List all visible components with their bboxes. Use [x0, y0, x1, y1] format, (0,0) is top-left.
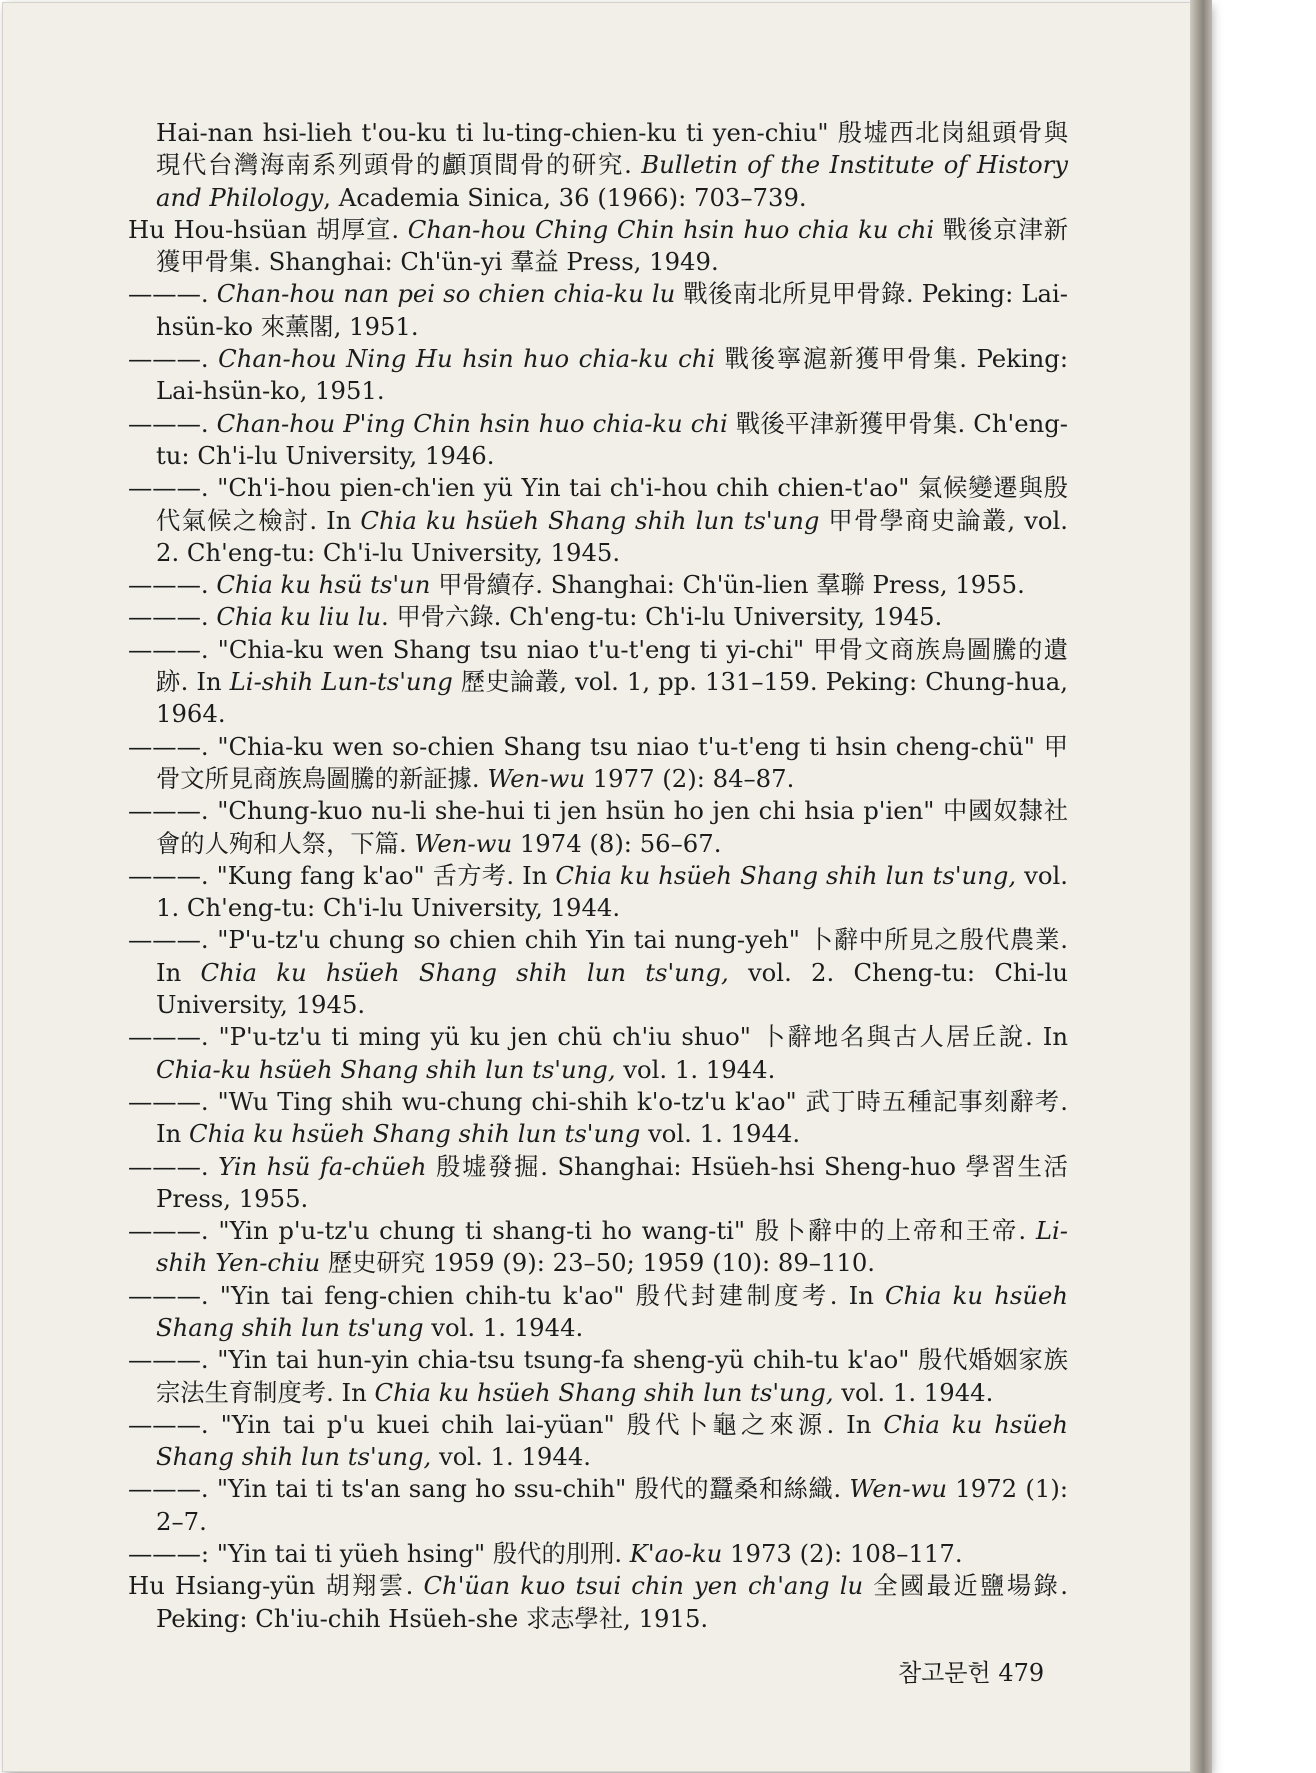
- entry-text: ———: "Yin tai ti yüeh hsing" 殷代的刖刑.: [128, 1539, 630, 1569]
- bibliography-entry: [128, 1570, 1068, 1635]
- entry-title-italic: K'ao-ku: [629, 1539, 723, 1569]
- entry-title-italic: Chia ku hsüeh Shang shih lun ts'ung: [188, 1119, 641, 1149]
- bibliography-entry: [128, 601, 1068, 633]
- entry-title-italic: Chia ku hsüeh Shang shih lun ts'ung: [360, 505, 820, 535]
- entry-text: 歷史論叢, vol. 1, pp. 131–159. Peking: Chung-hua, 1964.: [156, 667, 1069, 729]
- bibliography-entry: [128, 795, 1068, 860]
- bibliography-entry: [128, 1538, 1068, 1570]
- entry-text: 1974 (8): 56–67.: [512, 828, 722, 858]
- entry-text: , Academia Sinica, 36 (1966): 703–739.: [323, 182, 807, 212]
- entry-text: ———.: [128, 1151, 219, 1181]
- entry-text: . 甲骨六錄. Ch'eng-tu: Ch'i-lu University, 1945.: [381, 602, 943, 632]
- entry-title-italic: Chia ku liu lu: [216, 602, 381, 632]
- bibliography-entry: [128, 1473, 1068, 1538]
- entry-title-italic: Chan-hou nan pei so chien chia-ku lu: [216, 279, 676, 309]
- entry-text: ———.: [128, 279, 217, 309]
- entry-text: 戰後寧滬新獲甲骨集. Peking: Lai-hsün-ko, 1951.: [156, 344, 1069, 406]
- entry-text: ———.: [128, 408, 217, 438]
- entry-text: vol. 1. 1944.: [833, 1377, 994, 1407]
- bibliography-entry: [128, 1151, 1068, 1216]
- entry-title-italic: Yin hsü fa-chüeh: [218, 1151, 427, 1181]
- entry-text: ———. "Yin tai hun-yin chia-tsu tsung-fa sheng-yü chih-tu k'ao" 殷代婚姻家族宗法生育制度考. In: [128, 1345, 1068, 1407]
- bibliography-entry: [128, 117, 1068, 214]
- entry-text: 殷墟發掘. Shanghai: Hsüeh-hsi Sheng-huo 學習生活 Press, 1955.: [156, 1151, 1068, 1213]
- bibliography-list: [128, 117, 1068, 1635]
- entry-title-italic: Chan-hou P'ing Chin hsin huo chia-ku chi: [216, 408, 728, 438]
- book-spine-edge: [1190, 0, 1212, 1773]
- entry-text: ———. "Wu Ting shih wu-chung chi-shih k'o-tz'u k'ao" 武丁時五種記事刻辭考. In: [128, 1086, 1068, 1149]
- entry-title-italic: Chia ku hsü ts'un: [216, 570, 431, 600]
- entry-title-italic: Ch'üan kuo tsui chin yen ch'ang lu: [423, 1571, 864, 1601]
- entry-text: 甲骨學商史論叢, vol. 2. Ch'eng-tu: Ch'i-lu University, 1945.: [156, 505, 1068, 567]
- entry-text: vol. 1. 1944.: [615, 1054, 776, 1084]
- entry-title-italic: Chia ku hsüeh Shang shih lun ts'ung,: [200, 957, 729, 987]
- entry-text: ———. "Chia-ku wen Shang tsu niao t'u-t'eng ti yi-chi" 甲骨文商族鳥圖騰的遺跡. In: [128, 634, 1068, 697]
- entry-text: vol. 1. 1944.: [640, 1119, 801, 1149]
- entry-text: ———. "Kung fang k'ao" 舌方考. In: [128, 860, 556, 890]
- entry-text: ———. "P'u-tz'u chung so chien chih Yin tai nung-yeh" 卜辭中所見之殷代農業. In: [128, 925, 1068, 987]
- entry-text: 戰後京津新獲甲骨集. Shanghai: Ch'ün-yi 羣益 Press, 1949.: [156, 214, 1069, 277]
- entry-title-italic: Chan-hou Ching Chin hsin huo chia ku chi: [407, 214, 935, 244]
- entry-text: ———. "Chung-kuo nu-li she-hui ti jen hsün ho jen chi hsia p'ien" 中國奴隸社會的人殉和人祭，下篇.: [128, 796, 1068, 858]
- bibliography-entry: [128, 1215, 1068, 1280]
- entry-text: Hu Hsiang-yün 胡翔雲.: [128, 1571, 424, 1601]
- bibliography-entry: [128, 731, 1068, 796]
- bibliography-entry: [128, 1409, 1068, 1474]
- entry-title-italic: Chia ku hsüeh Shang shih lun ts'ung,: [555, 860, 1017, 890]
- bibliography-entry: [128, 214, 1068, 279]
- bibliography-entry: [128, 1086, 1068, 1151]
- entry-text: ———.: [128, 344, 219, 374]
- entry-title-italic: Wen-wu: [487, 763, 585, 793]
- entry-text: ———. "Ch'i-hou pien-ch'ien yü Yin tai ch'i-hou chih chien-t'ao" 氣候變遷與殷代氣候之檢討. In: [128, 473, 1068, 535]
- entry-text: 歷史研究 1959 (9): 23–50; 1959 (10): 89–110.: [320, 1248, 876, 1278]
- bibliography-entry: [128, 1344, 1068, 1409]
- entry-text: ———.: [128, 602, 217, 632]
- bibliography-entry: [128, 569, 1068, 601]
- entry-text: 1973 (2): 108–117.: [722, 1539, 963, 1569]
- entry-text: 全國最近鹽場錄. Peking: Ch'iu-chih Hsüeh-she 求志學社, 1915.: [156, 1571, 1068, 1633]
- entry-text: vol. 1. 1944.: [423, 1312, 584, 1342]
- entry-title-italic: Wen-wu: [849, 1474, 948, 1504]
- bibliography-entry: [128, 1280, 1068, 1345]
- entry-title-italic: Chia ku hsüeh Shang shih lun ts'ung,: [374, 1377, 834, 1407]
- page-number: 479: [998, 1659, 1045, 1687]
- entry-text: 甲骨續存. Shanghai: Ch'ün-lien 羣聯 Press, 1955.: [430, 570, 1025, 600]
- entry-title-italic: Chan-hou Ning Hu hsin huo chia-ku chi: [218, 344, 716, 374]
- entry-text: ———. "Chia-ku wen so-chien Shang tsu niao t'u-t'eng ti hsin cheng-chü" 甲骨文所見商族鳥圖騰的新証據.: [128, 731, 1068, 793]
- page-footer: [898, 1653, 1044, 1688]
- footer-label: 참고문헌: [898, 1659, 991, 1687]
- entry-title-italic: Wen-wu: [414, 828, 513, 858]
- entry-text: Hai-nan hsi-lieh t'ou-ku ti lu-ting-chien-ku ti yen-chiu" 殷墟西北岗組頭骨與現代台灣海南系列頭骨的顱頂間骨的研究.: [156, 118, 1068, 180]
- entry-text: vol. 2. Cheng-tu: Chi-lu University, 1945.: [156, 957, 1068, 1020]
- entry-text: 戰後平津新獲甲骨集. Ch'eng-tu: Ch'i-lu University, 1946.: [156, 408, 1068, 470]
- entry-text: vol. 1. Ch'eng-tu: Ch'i-lu University, 1944.: [156, 860, 1068, 923]
- entry-title-italic: Chia ku hsüeh Shang shih lun ts'ung,: [156, 1409, 1068, 1472]
- bibliography-entry: [128, 860, 1068, 925]
- entry-text: 1972 (1): 2–7.: [156, 1474, 1068, 1536]
- entry-title-italic: Li-shih Lun-ts'ung: [229, 667, 453, 697]
- bibliography-entry: [128, 924, 1068, 1021]
- bibliography-entry: [128, 634, 1068, 731]
- bibliography-entry: [128, 1021, 1068, 1086]
- entry-text: Hu Hou-hsüan 胡厚宣.: [128, 214, 408, 244]
- bibliography-entry: [128, 343, 1068, 408]
- book-page: [2, 2, 1208, 1772]
- entry-text: ———. "Yin p'u-tz'u chung ti shang-ti ho wang-ti" 殷卜辭中的上帝和王帝.: [128, 1216, 1036, 1246]
- entry-text: ———.: [128, 570, 217, 600]
- entry-title-italic: Bulletin of the Institute of History and Philology: [156, 150, 1068, 212]
- entry-title-italic: Chia-ku hsüeh Shang shih lun ts'ung,: [156, 1054, 616, 1084]
- entry-text: ———. "Yin tai p'u kuei chih lai-yüan" 殷代卜龜之來源. In: [128, 1409, 884, 1439]
- entry-text: ———. "Yin tai feng-chien chih-tu k'ao" 殷代封建制度考. In: [128, 1280, 886, 1310]
- entry-text: ———. "Yin tai ti ts'an sang ho ssu-chih" 殷代的蠶桑和絲織.: [128, 1474, 850, 1504]
- entry-title-italic: Chia ku hsüeh Shang shih lun ts'ung: [156, 1280, 1069, 1342]
- entry-text: 戰後南北所見甲骨錄. Peking: Lai-hsün-ko 來薰閣, 1951.: [156, 279, 1068, 341]
- bibliography-entry: [128, 278, 1068, 343]
- entry-text: vol. 1. 1944.: [431, 1442, 592, 1472]
- bibliography-entry: [128, 472, 1068, 569]
- entry-text: ———. "P'u-tz'u ti ming yü ku jen chü ch'iu shuo" 卜辭地名與古人居丘說. In: [128, 1022, 1068, 1052]
- bibliography-entry: [128, 408, 1068, 473]
- entry-title-italic: Li-shih Yen-chiu: [156, 1216, 1068, 1278]
- entry-text: 1977 (2): 84–87.: [585, 763, 795, 793]
